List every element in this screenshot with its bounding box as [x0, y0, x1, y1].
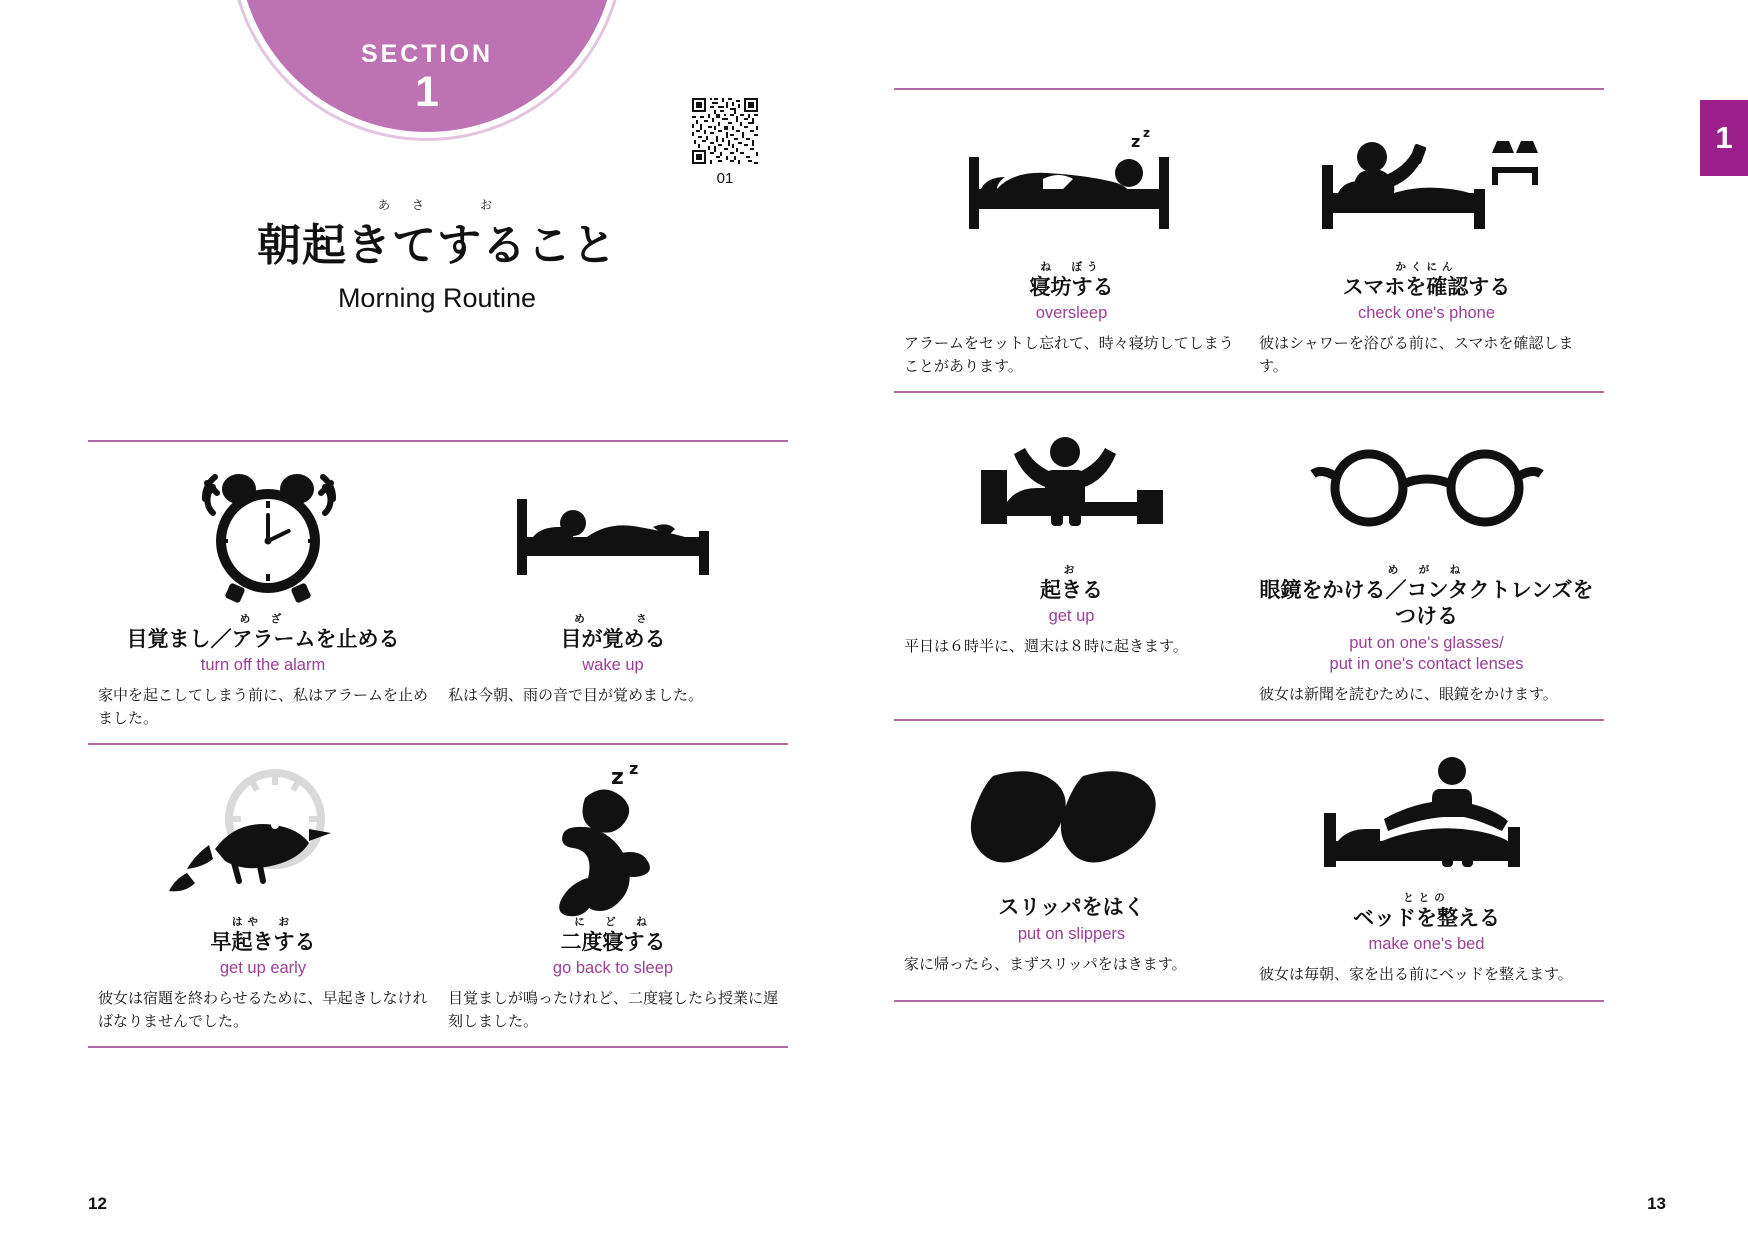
- entry-term-english: put on slippers: [1017, 924, 1126, 943]
- page-number-right: 13: [1647, 1194, 1666, 1213]
- page-title-english: Morning Routine: [337, 283, 537, 313]
- entry-example-sentence: 彼女は新聞を読むために、眼鏡をかけます。: [1259, 684, 1558, 703]
- entry-term-ruby: ととの: [1403, 892, 1450, 904]
- entry-card: [894, 721, 1249, 1000]
- entry-term: [127, 614, 400, 652]
- page-title: 朝起きてすること: [257, 220, 617, 271]
- entry-example-sentence: 家中を起こしてしまう前に、私はアラームを止めました。: [98, 686, 429, 727]
- right-entry-grid: [894, 88, 1604, 1002]
- entry-term-text: 早起きする: [210, 929, 316, 954]
- entry-example-sentence: 私は今朝、雨の音で目が覚めました。: [448, 686, 704, 704]
- entry-row: [894, 90, 1604, 391]
- entry-card: [1249, 721, 1604, 1000]
- title-ruby: あさ お: [377, 198, 514, 212]
- qr-code-icon[interactable]: [689, 95, 761, 167]
- entry-term-english: turn off the alarm: [200, 656, 326, 675]
- entry-term-english: get up: [1048, 607, 1095, 626]
- entry-example-sentence: アラームをセットし忘れて、時々寝坊してしまうことがあります。: [904, 334, 1234, 375]
- entry-term-text: 目が覚める: [560, 626, 666, 651]
- entry-term: [211, 917, 316, 955]
- svg-text:z: z: [611, 765, 624, 790]
- entry-term-english: oversleep: [1035, 304, 1108, 323]
- entry-term-ruby: め が ね: [1387, 564, 1466, 576]
- entry-term-english: put on one's glasses/ put in one's contact lenses: [1329, 634, 1524, 673]
- page-right: [874, 0, 1748, 1240]
- entry-card: [438, 442, 788, 743]
- entry-term-english: get up early: [219, 959, 307, 978]
- entry-example-sentence: 彼女は宿題を終わらせるために、早起きしなければなりませんでした。: [98, 989, 428, 1030]
- entry-term-ruby: ね ぼう: [1040, 261, 1103, 273]
- entry-term: [1343, 262, 1511, 300]
- entry-term-text: 目覚まし／アラームを止める: [126, 626, 400, 651]
- entry-term-english: go back to sleep: [552, 959, 674, 978]
- entry-row: [894, 393, 1604, 719]
- entry-term-text: 二度寝する: [560, 929, 666, 954]
- svg-text:z: z: [629, 759, 639, 778]
- entry-term-ruby: め さ: [574, 613, 652, 625]
- section-side-tab: 1: [1700, 100, 1748, 176]
- entry-term-ruby: お: [1063, 564, 1080, 576]
- entry-term: [1040, 565, 1103, 603]
- entry-term: [561, 614, 666, 652]
- entry-term-text: スマホを確認する: [1342, 274, 1511, 299]
- person-getting-up-from-bed-icon: [904, 411, 1239, 561]
- entry-term-english: make one's bed: [1368, 935, 1485, 954]
- divider: [88, 1046, 788, 1048]
- qr-code-block[interactable]: [686, 95, 764, 187]
- entry-term: [1353, 893, 1500, 931]
- person-curled-up-sleeping-icon: [448, 759, 778, 913]
- entry-term-english: wake up: [582, 656, 644, 675]
- entry-term: [1030, 262, 1114, 300]
- entry-row: [88, 745, 788, 1046]
- entry-card: [1249, 90, 1604, 391]
- entry-card: [88, 442, 438, 743]
- section-word: SECTION: [360, 40, 494, 68]
- slippers-icon: [904, 739, 1239, 889]
- qr-track-number: 01: [716, 170, 734, 187]
- entry-term-text: 眼鏡をかける／コンタクトレンズをつける: [1259, 577, 1594, 629]
- section-badge: [238, 0, 616, 132]
- entry-card: [1249, 393, 1604, 719]
- entry-example-sentence: 家に帰ったら、まずスリッパをはきます。: [904, 954, 1187, 973]
- entry-term-ruby: に ど ね: [574, 916, 652, 928]
- section-title-block: [0, 196, 874, 314]
- divider: [894, 1000, 1604, 1002]
- entry-card: [438, 745, 788, 1046]
- entry-term: [1259, 565, 1594, 630]
- person-sleeping-in-bed-icon: [448, 460, 778, 610]
- entry-example-sentence: 目覚ましが鳴ったけれど、二度寝したら授業に遅刻しました。: [448, 989, 779, 1030]
- svg-text:z: z: [1130, 132, 1140, 151]
- entry-term-ruby: はや お: [232, 916, 294, 928]
- entry-term-english: check one's phone: [1357, 304, 1496, 323]
- entry-card: [894, 90, 1249, 391]
- person-checking-phone-in-bed-icon: [1259, 108, 1594, 258]
- entry-term-text: スリッパをはく: [998, 895, 1145, 919]
- page-number-left: 12: [88, 1194, 107, 1213]
- alarm-clock-icon: [98, 460, 428, 610]
- making-bed-icon: [1259, 739, 1594, 889]
- entry-term-ruby: かくにん: [1395, 261, 1458, 273]
- entry-term-text: 起きる: [1040, 577, 1103, 602]
- entry-card: [88, 745, 438, 1046]
- entry-card: [894, 393, 1249, 719]
- entry-row: [88, 442, 788, 743]
- svg-text:z: z: [1142, 126, 1150, 140]
- entry-term: [561, 917, 666, 955]
- entry-example-sentence: 彼はシャワーを浴びる前に、スマホを確認します。: [1259, 334, 1574, 375]
- entry-example-sentence: 平日は６時半に、週末は８時に起きます。: [904, 637, 1188, 655]
- entry-term: [998, 893, 1144, 921]
- section-number: 1: [415, 68, 439, 116]
- left-entry-grid: [88, 440, 788, 1048]
- entry-term-ruby: め ざ: [239, 613, 287, 625]
- oversleeping-person-icon: [904, 108, 1239, 258]
- glasses-icon: [1259, 411, 1594, 561]
- entry-term-text: ベッドを整える: [1353, 905, 1500, 930]
- bird-and-clock-icon: [98, 763, 428, 913]
- entry-example-sentence: 彼女は毎朝、家を出る前にベッドを整えます。: [1259, 965, 1573, 983]
- entry-row: [894, 721, 1604, 1000]
- entry-term-text: 寝坊する: [1029, 274, 1114, 299]
